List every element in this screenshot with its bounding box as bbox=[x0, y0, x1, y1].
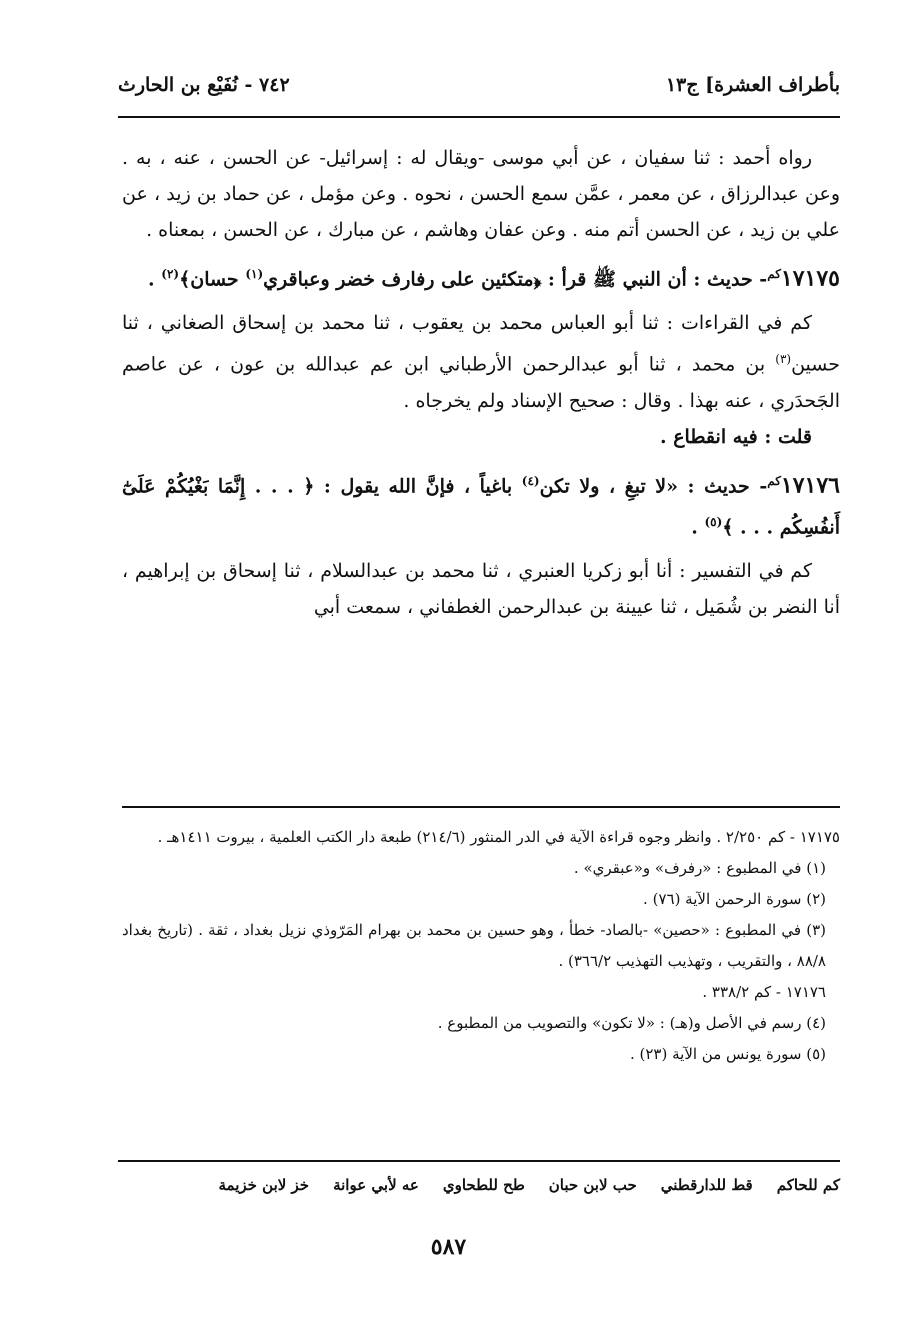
header-book-title: بأطراف العشرة] ج١٣ bbox=[665, 74, 840, 96]
paragraph-2-text-cont: بن محمد ، ثنا أبو عبدالرحمن الأرطباني ابن عم عبدالله بن عون ، عن عاصم الجَحدَري ، عنه بهذا . وقال : صحيح الإسناد ولم يخرجاه . bbox=[122, 353, 840, 412]
hadith-text-cont: حسان﴾ bbox=[179, 268, 239, 291]
footnote-ref: (٢) bbox=[161, 267, 180, 281]
page-number: ٥٨٧ bbox=[430, 1234, 467, 1260]
abbr-item: عه لأبي عوانة bbox=[333, 1176, 419, 1194]
abbr-item: كم للحاكم bbox=[776, 1176, 840, 1194]
paragraph-1: رواه أحمد : ثنا سفيان ، عن أبي موسى -ويقال له : إسرائيل- عن الحسن ، عنه ، به . وعن عبدالرزاق ، عن معمر ، عمَّن سمع الحسن ، نحوه . وعن مؤمل ، عن حماد بن زيد ، عن علي بن زيد ، عن الحسن أتم منه . وعن عفان وهاشم ، عن مبارك ، عن الحسن ، بمعناه . bbox=[122, 147, 840, 241]
paragraph-2-text: كم في القراءات : ثنا أبو العباس محمد بن يعقوب ، ثنا محمد بن إسحاق الصغاني ، ثنا حسين bbox=[122, 312, 840, 376]
header-rule bbox=[118, 116, 840, 118]
hadith-17175 bbox=[122, 256, 840, 297]
hadith-number: ١٧١٧٥ bbox=[780, 265, 840, 292]
bottom-rule bbox=[118, 1160, 840, 1162]
paragraph-4: كم في التفسير : أنا أبو زكريا العنبري ، ثنا محمد بن عبدالسلام ، ثنا إسحاق بن إبراهيم ، أنا النضر بن شُمَيل ، ثنا عيينة بن عبدالرحمن الغطفاني ، سمعت أبي bbox=[122, 560, 840, 619]
footnote-5: (٥) سورة يونس من الآية (٢٣) . bbox=[629, 1045, 826, 1063]
footnote-ref: (٤) bbox=[521, 473, 540, 488]
abbr-item: قط للدارقطني bbox=[660, 1176, 753, 1194]
abbr-item: طح للطحاوي bbox=[442, 1176, 525, 1194]
footnote-ref: (١) bbox=[245, 267, 264, 281]
footnote-4: (٤) رسم في الأصل و(هـ) : «لا تكون» والتصويب من المطبوع . bbox=[437, 1014, 826, 1032]
hadith-source-code: كم bbox=[767, 473, 781, 488]
footnote-ref: (٥) bbox=[704, 514, 723, 529]
hadith-source-code: كم bbox=[767, 267, 781, 281]
footnote-rule bbox=[122, 806, 840, 808]
abbr-item: خز لابن خزيمة bbox=[218, 1176, 310, 1194]
page-header bbox=[118, 68, 840, 108]
header-chapter-title: ٧٤٢ - نُفَيْع بن الحارث bbox=[118, 74, 290, 96]
hadith-text: - حديث : «لا تبغِ ، ولا تكن bbox=[539, 474, 768, 497]
hadith-text: - حديث : أن النبي ﷺ قرأ : ﴿متكئين على رفارف خضر وعباقري bbox=[263, 268, 768, 291]
footnote-2: (٢) سورة الرحمن الآية (٧٦) . bbox=[643, 890, 826, 908]
abbr-item: حب لابن حبان bbox=[548, 1176, 637, 1194]
hadith-number: ١٧١٧٦ bbox=[780, 471, 840, 498]
footnote-17176: ١٧١٧٦ - كم ٣٣٨/٢ . bbox=[702, 983, 826, 1001]
punctuation: . bbox=[148, 268, 162, 291]
footnote-3: (٣) في المطبوع : «حصين» -بالصاد- خطأ ، وهو حسين بن محمد بن بهرام المَرّوذي نزيل بغداد ، ثقة . (تاريخ بغداد ٨٨/٨ ، والتقريب ، وتهذيب التهذيب ٣٦٦/٢) . bbox=[122, 921, 826, 970]
paragraph-3: قلت : فيه انقطاع . bbox=[659, 425, 812, 448]
main-text bbox=[122, 140, 840, 625]
punctuation: . bbox=[691, 516, 705, 539]
hadith-text-cont: باغياً ، فإنَّ الله يقول : ﴿ . . . إِنَّمَا بَغْيُكُمْ عَلَىٰٓ أَنفُسِكُم . . . ﴾ bbox=[122, 474, 840, 539]
footnote-ref: (٣) bbox=[775, 352, 792, 367]
footnote-1: (١) في المطبوع : «رفرف» و«عبقري» . bbox=[573, 859, 826, 877]
hadith-17176 bbox=[122, 463, 840, 546]
footnote-17175: ١٧١٧٥ - كم ٢/٢٥٠ . وانظر وجوه قراءة الآية في الدر المنثور (٢١٤/٦) طبعة دار الكتب العلمية ، بيروت ١٤١١هـ . bbox=[157, 828, 840, 846]
paragraph-2 bbox=[122, 305, 840, 418]
footnotes bbox=[122, 822, 840, 1070]
abbreviation-key bbox=[118, 1176, 840, 1194]
